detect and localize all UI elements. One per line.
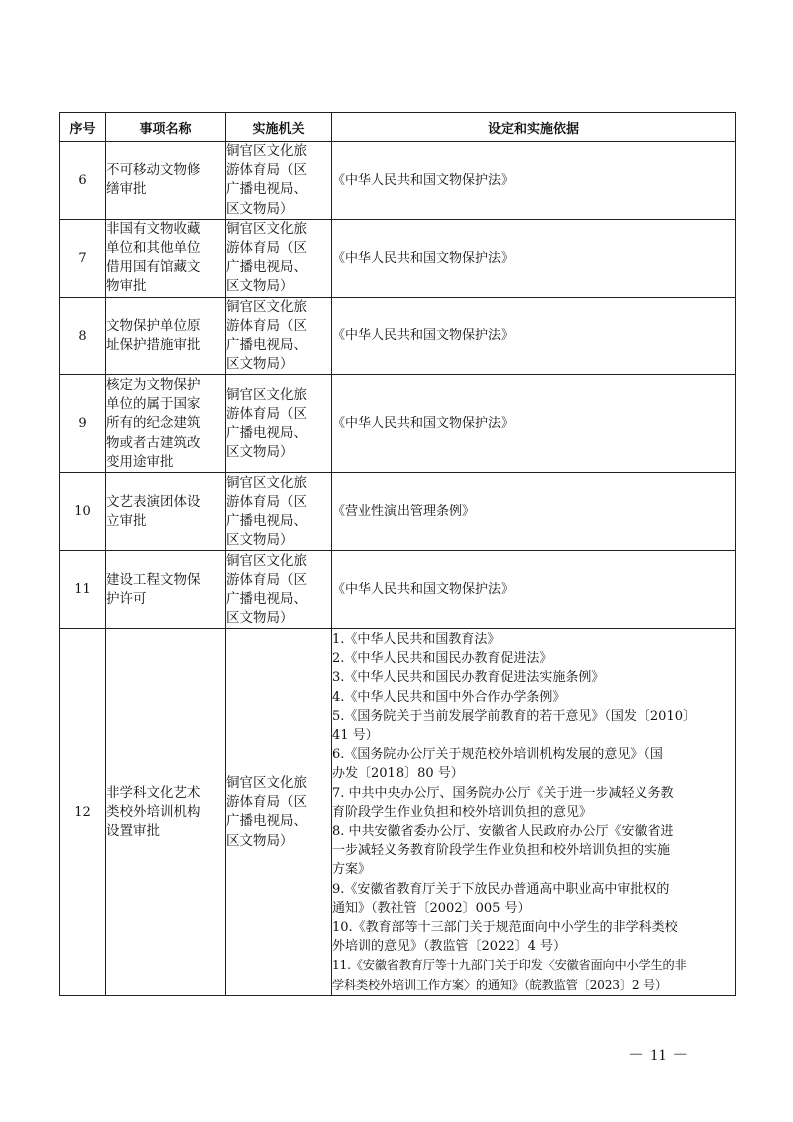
item-name: 建设工程文物保 护许可 (106, 551, 226, 629)
header-legal-basis: 设定和实施依据 (332, 113, 736, 142)
implementing-agency: 铜官区文化旅 游体育局（区 广播电视局、 区文物局） (226, 297, 332, 375)
item-name: 不可移动文物修 缮审批 (106, 142, 226, 220)
row-index: 11 (60, 551, 106, 629)
row-index: 10 (60, 473, 106, 551)
legal-basis: 《营业性演出管理条例》 (332, 473, 736, 551)
implementing-agency: 铜官区文化旅 游体育局（区 广播电视局、 区文物局） (226, 375, 332, 473)
table-row (60, 219, 736, 297)
item-name: 非学科文化艺术 类校外培训机构 设置审批 (106, 629, 226, 996)
implementing-agency: 铜官区文化旅 游体育局（区 广播电视局、 区文物局） (226, 219, 332, 297)
row-index: 6 (60, 142, 106, 220)
row-index: 7 (60, 219, 106, 297)
row-index: 9 (60, 375, 106, 473)
table-row (60, 375, 736, 473)
basis-item: 7. 中共中央办公厅、国务院办公厅《关于进一步减轻义务教 育阶段学生作业负担和校外培训负担的意见》 (332, 785, 674, 820)
approval-items-table (59, 112, 736, 996)
basis-item: 1.《中华人民共和国教育法》 (332, 632, 501, 647)
legal-basis: 《中华人民共和国文物保护法》 (332, 297, 736, 375)
table-row (60, 473, 736, 551)
implementing-agency: 铜官区文化旅 游体育局（区 广播电视局、 区文物局） (226, 142, 332, 220)
row-index: 12 (60, 629, 106, 996)
item-name: 核定为文物保护 单位的属于国家 所有的纪念建筑 物或者古建筑改 变用途审批 (106, 375, 226, 473)
table-row (60, 629, 736, 996)
legal-basis: 《中华人民共和国文物保护法》 (332, 142, 736, 220)
page-number: － 11 － (628, 1047, 690, 1064)
basis-item: 2.《中华人民共和国民办教育促进法》 (332, 651, 553, 667)
legal-basis: 《中华人民共和国文物保护法》 (332, 219, 736, 297)
basis-item: 10.《教育部等十三部门关于规范面向中小学生的非学科类校 外培训的意见》（教监管〔2022〕4 号） (332, 920, 678, 955)
basis-item: 4.《中华人民共和国中外合作办学条例》 (332, 689, 566, 705)
table-row (60, 297, 736, 375)
header-item-name: 事项名称 (106, 113, 226, 142)
item-name: 非国有文物收藏 单位和其他单位 借用国有馆藏文 物审批 (106, 219, 226, 297)
legal-basis: 《中华人民共和国文物保护法》 (332, 375, 736, 473)
header-index: 序号 (60, 113, 106, 142)
basis-item: 5.《国务院关于当前发展学前教育的若干意见》（国发〔2010〕 41 号） (332, 708, 696, 744)
basis-item: 3.《中华人民共和国民办教育促进法实施条例》 (332, 670, 605, 686)
header-implementing-agency: 实施机关 (226, 113, 332, 142)
implementing-agency: 铜官区文化旅 游体育局（区 广播电视局、 区文物局） (226, 629, 332, 996)
basis-item: 11.《安徽省教育厅等十九部门关于印发〈安徽省面向中小学生的非 学科类校外培训工作方案〉的通知》（皖教监管〔2023〕2 号） (332, 958, 687, 992)
legal-basis-list (332, 629, 736, 996)
implementing-agency: 铜官区文化旅 游体育局（区 广播电视局、 区文物局） (226, 473, 332, 551)
basis-item: 9.《安徽省教育厅关于下放民办普通高中职业高中审批权的 通知》（教社管〔2002〕005 号） (332, 881, 670, 916)
table-row (60, 142, 736, 220)
table-header-row (60, 113, 736, 142)
legal-basis: 《中华人民共和国文物保护法》 (332, 551, 736, 629)
table-row (60, 551, 736, 629)
basis-item: 8. 中共安徽省委办公厅、安徽省人民政府办公厅《安徽省进 一步减轻义务教育阶段学生作业负担和校外培训负担的实施 方案》 (332, 824, 674, 878)
basis-item: 6.《国务院办公厅关于规范校外培训机构发展的意见》（国 办发〔2018〕80 号） (332, 747, 663, 782)
implementing-agency: 铜官区文化旅 游体育局（区 广播电视局、 区文物局） (226, 551, 332, 629)
item-name: 文艺表演团体设 立审批 (106, 473, 226, 551)
item-name: 文物保护单位原 址保护措施审批 (106, 297, 226, 375)
row-index: 8 (60, 297, 106, 375)
